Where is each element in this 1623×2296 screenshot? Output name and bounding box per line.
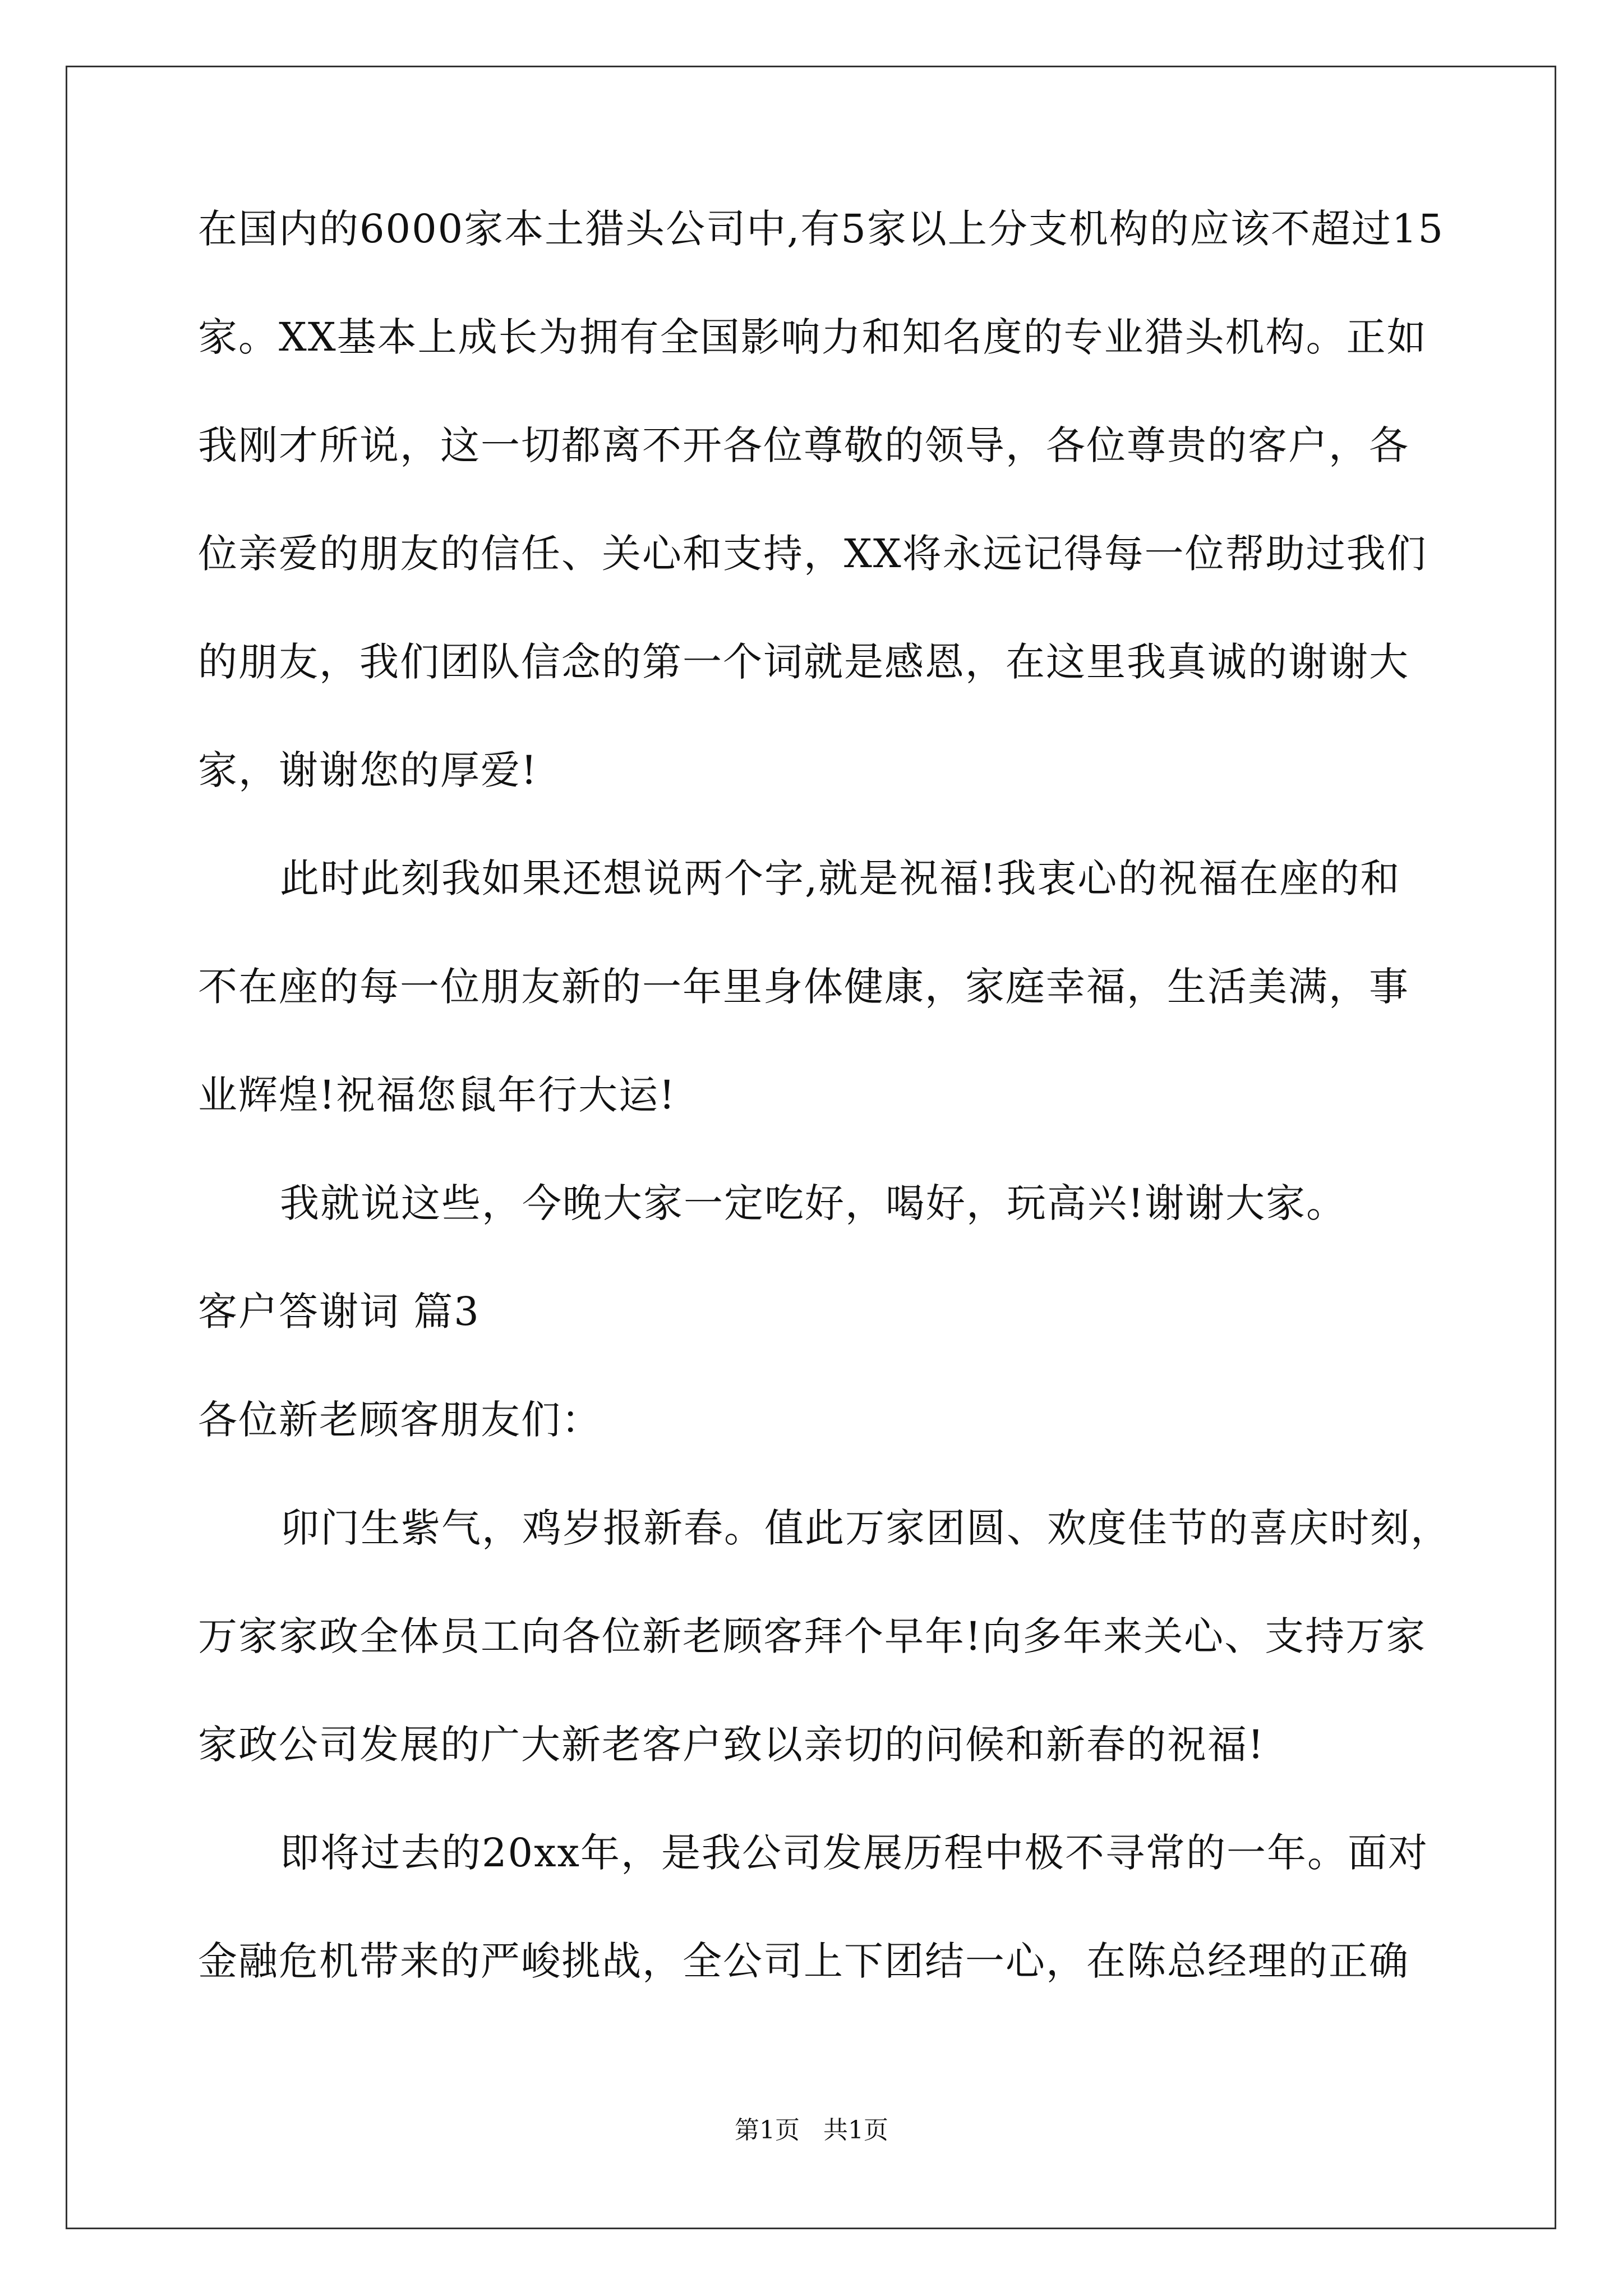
text-line: 金融危机带来的严峻挑战，全公司上下团结一心，在陈总经理的正确 (198, 1938, 1409, 1984)
text-line: 即将过去的20xx年，是我公司发展历程中极不寻常的一年。面对 (280, 1830, 1429, 1876)
text-line: 万家家政全体员工向各位新老顾客拜个早年!向多年来关心、支持万家 (198, 1613, 1427, 1659)
salutation: 各位新老顾客朋友们： (198, 1397, 602, 1443)
text-line: 家。XX基本上成长为拥有全国影响力和知名度的专业猎头机构。正如 (198, 314, 1427, 360)
section-heading: 客户答谢词 篇3 (198, 1289, 480, 1335)
page-number-footer: 第1页 共1页 (735, 2116, 888, 2145)
text-line: 位亲爱的朋友的信任、关心和支持，XX将永远记得每一位帮助过我们 (198, 531, 1427, 577)
text-line: 卯门生紫气，鸡岁报新春。值此万家团圆、欢度佳节的喜庆时刻， (280, 1505, 1451, 1551)
text-line: 的朋友，我们团队信念的第一个词就是感恩，在这里我真诚的谢谢大 (198, 639, 1409, 685)
text-line: 家，谢谢您的厚爱! (198, 747, 538, 793)
text-line: 我刚才所说，这一切都离不开各位尊敬的领导，各位尊贵的客户，各 (198, 422, 1409, 468)
text-line: 在国内的6000家本土猎头公司中,有5家以上分支机构的应该不超过15 (198, 206, 1445, 252)
text-line: 此时此刻我如果还想说两个字,就是祝福!我衷心的祝福在座的和 (280, 855, 1401, 901)
text-line: 家政公司发展的广大新老客户致以亲切的问候和新春的祝福! (198, 1722, 1265, 1768)
text-line: 不在座的每一位朋友新的一年里身体健康，家庭幸福，生活美满，事 (198, 964, 1409, 1010)
document-body (198, 202, 1449, 2042)
text-line: 业辉煌!祝福您鼠年行大运! (198, 1072, 676, 1118)
text-line: 我就说这些，今晚大家一定吃好，喝好，玩高兴!谢谢大家。 (280, 1180, 1347, 1226)
